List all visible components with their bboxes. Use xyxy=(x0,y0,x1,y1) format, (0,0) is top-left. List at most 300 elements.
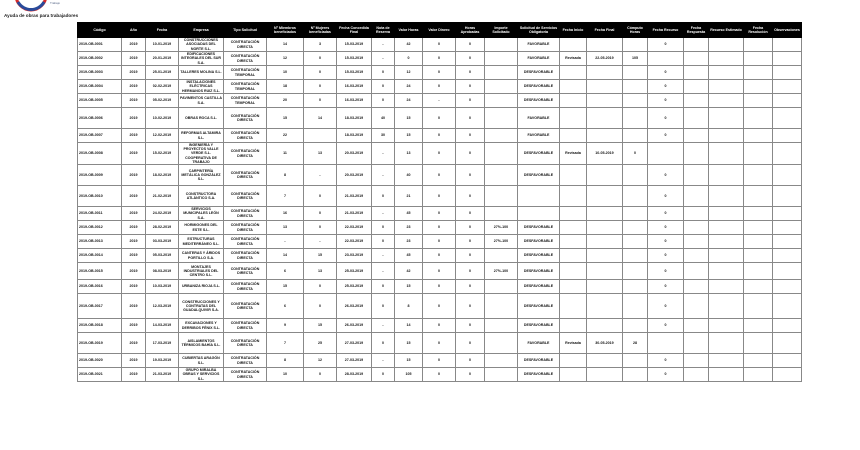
table-cell xyxy=(684,368,709,382)
logo-text: Trabajo xyxy=(50,1,61,5)
table-cell xyxy=(773,319,802,333)
table-cell xyxy=(485,143,518,165)
table-cell: DESFAVORABLE xyxy=(518,143,560,165)
table-cell: 2019-OB-0015 xyxy=(78,263,122,280)
table-cell: 22-03-2019 xyxy=(337,221,372,235)
table-cell: 12 xyxy=(395,66,423,80)
table-cell: DESFAVORABLE xyxy=(518,249,560,263)
table-cell xyxy=(744,94,773,108)
table-cell: 30-05-2019 xyxy=(587,333,623,354)
table-cell: 2019-OB-0013 xyxy=(78,235,122,249)
table-cell: 0 xyxy=(423,129,456,143)
table-cell: 15-02-2019 xyxy=(146,143,179,165)
table-cell: 0 xyxy=(648,129,684,143)
table-cell: CONTRATACIÓN DIRECTA xyxy=(224,280,267,294)
table-cell xyxy=(709,186,744,207)
column-header: Fecha Final xyxy=(587,23,623,38)
table-cell xyxy=(684,207,709,221)
table-cell xyxy=(773,38,802,52)
table-cell: 08-03-2019 xyxy=(146,263,179,280)
table-cell: INGENIERÍA Y PROYECTOS VALLE VERDE S.L. COOPERATIVA DE TRABAJO xyxy=(179,143,224,165)
table-cell: 0 xyxy=(648,235,684,249)
table-cell xyxy=(518,186,560,207)
table-cell: 2019-OB-0019 xyxy=(78,333,122,354)
table-cell: 21 xyxy=(395,186,423,207)
table-cell xyxy=(623,294,648,319)
table-cell xyxy=(744,207,773,221)
table-cell: CONTRATACIÓN DIRECTA xyxy=(224,108,267,129)
table-cell xyxy=(744,354,773,368)
column-header: Fecha xyxy=(146,23,179,38)
table-cell xyxy=(709,221,744,235)
table-cell: 25 xyxy=(304,333,337,354)
table-cell xyxy=(744,165,773,186)
table-row xyxy=(78,143,802,165)
table-cell: FAVORABLE xyxy=(518,38,560,52)
table-cell: 0 xyxy=(648,80,684,94)
table-cell: - xyxy=(372,249,395,263)
table-cell xyxy=(560,368,587,382)
table-cell: 2019-OB-0010 xyxy=(78,186,122,207)
table-cell: CONTRATACIÓN DIRECTA xyxy=(224,235,267,249)
table-cell: 18-02-2019 xyxy=(146,165,179,186)
table-cell xyxy=(684,280,709,294)
table-cell: 0 xyxy=(423,294,456,319)
table-cell xyxy=(485,186,518,207)
table-cell: 2019 xyxy=(122,319,146,333)
table-cell xyxy=(773,280,802,294)
table-cell: CONTRATACIÓN DIRECTA xyxy=(224,354,267,368)
table-cell: 28 xyxy=(623,333,648,354)
table-cell: 2019-OB-0009 xyxy=(78,165,122,186)
table-cell: INSTALACIONES ELÉCTRICAS HERMANOS RUIZ S.L. xyxy=(179,80,224,94)
table-cell xyxy=(773,165,802,186)
table-cell: 27-03-2019 xyxy=(337,354,372,368)
table-cell: 0 xyxy=(423,368,456,382)
table-cell: 0 xyxy=(648,319,684,333)
table-cell xyxy=(304,129,337,143)
table-cell: CONSTRUCCIONES ASOCIADAS DEL NORTE S.L. xyxy=(179,38,224,52)
table-cell: FAVORABLE xyxy=(518,129,560,143)
column-header: Código xyxy=(78,23,122,38)
table-cell: CONTRATACIÓN DIRECTA xyxy=(224,319,267,333)
table-cell xyxy=(709,333,744,354)
table-cell xyxy=(684,249,709,263)
table-cell: 0 xyxy=(372,280,395,294)
table-cell xyxy=(560,263,587,280)
table-cell: 26-03-2019 xyxy=(337,319,372,333)
table-cell: 0 xyxy=(456,52,485,66)
table-cell: 0 xyxy=(423,235,456,249)
table-cell xyxy=(773,80,802,94)
table-cell: DESFAVORABLE xyxy=(518,221,560,235)
table-cell xyxy=(623,319,648,333)
table-cell: 0 xyxy=(423,354,456,368)
table-cell: URBANIZA RIOJA S.L. xyxy=(179,280,224,294)
table-cell xyxy=(560,354,587,368)
table-cell xyxy=(744,294,773,319)
table-cell: 24 xyxy=(395,94,423,108)
table-cell: 21-03-2019 xyxy=(337,186,372,207)
table-cell: 6 xyxy=(267,263,304,280)
table-cell xyxy=(744,280,773,294)
table-cell xyxy=(485,333,518,354)
table-cell xyxy=(485,66,518,80)
table-cell xyxy=(623,263,648,280)
table-cell: 14-03-2019 xyxy=(146,319,179,333)
table-cell: 0 xyxy=(372,368,395,382)
table-cell: CARPINTERÍA METÁLICA GONZÁLEZ S.L. xyxy=(179,165,224,186)
table-cell xyxy=(744,249,773,263)
table-cell: 12-02-2019 xyxy=(146,129,179,143)
table-cell: 0 xyxy=(456,80,485,94)
table-cell: 2019 xyxy=(122,52,146,66)
table-cell: 0 xyxy=(304,294,337,319)
table-cell: 105 xyxy=(395,368,423,382)
table-cell xyxy=(485,280,518,294)
table-cell: - xyxy=(372,143,395,165)
table-cell xyxy=(623,221,648,235)
table-cell: 6 xyxy=(267,294,304,319)
table-cell: 0 xyxy=(648,66,684,80)
table-cell: CONTRATACIÓN DIRECTA xyxy=(224,249,267,263)
table-cell: 0 xyxy=(456,221,485,235)
table-cell: 13 xyxy=(395,143,423,165)
table-cell xyxy=(744,108,773,129)
table-cell: 2019-OB-0003 xyxy=(78,66,122,80)
table-cell: 14 xyxy=(267,38,304,52)
table-cell: 21-03-2019 xyxy=(337,207,372,221)
table-cell xyxy=(684,143,709,165)
table-cell: 0 xyxy=(648,294,684,319)
table-cell: 0 xyxy=(423,165,456,186)
table-cell xyxy=(648,333,684,354)
table-cell: 0 xyxy=(648,368,684,382)
table-cell: 20-01-2019 xyxy=(146,52,179,66)
table-cell: 15 xyxy=(267,108,304,129)
table-cell: 8 xyxy=(267,354,304,368)
table-cell xyxy=(684,108,709,129)
table-cell xyxy=(773,186,802,207)
table-cell: - xyxy=(304,165,337,186)
table-cell: 0 xyxy=(423,263,456,280)
table-cell xyxy=(709,249,744,263)
table-cell xyxy=(560,221,587,235)
column-header: Nota de Reserva xyxy=(372,23,395,38)
table-cell: 0 xyxy=(648,249,684,263)
table-cell xyxy=(744,66,773,80)
table-cell: HORMIGONES DEL ESTE S.L. xyxy=(179,221,224,235)
table-cell: CONTRATACIÓN DIRECTA xyxy=(224,221,267,235)
table-cell: 05-02-2019 xyxy=(146,94,179,108)
table-cell xyxy=(587,186,623,207)
table-cell: 02-02-2019 xyxy=(146,80,179,94)
table-cell xyxy=(587,319,623,333)
table-cell xyxy=(623,249,648,263)
table-cell xyxy=(587,207,623,221)
table-cell xyxy=(684,66,709,80)
table-cell: 2019 xyxy=(122,263,146,280)
table-cell: 21-02-2019 xyxy=(146,186,179,207)
table-cell: 7 xyxy=(267,333,304,354)
table-cell: Revisada xyxy=(560,143,587,165)
table-cell: 0 xyxy=(648,94,684,108)
table-cell xyxy=(560,207,587,221)
table-cell: 15 xyxy=(304,249,337,263)
table-cell: 19-03-2019 xyxy=(146,354,179,368)
table-cell: 21-03-2019 xyxy=(146,368,179,382)
table-cell: 2019-OB-0017 xyxy=(78,294,122,319)
table-cell: 2019 xyxy=(122,294,146,319)
table-cell xyxy=(485,319,518,333)
table-cell: 2019-OB-0004 xyxy=(78,80,122,94)
table-cell: 0 xyxy=(456,165,485,186)
logo-emblem-icon xyxy=(14,0,48,14)
table-cell: 2019-OB-0020 xyxy=(78,354,122,368)
table-cell xyxy=(709,319,744,333)
table-cell: CONTRATACIÓN DIRECTA xyxy=(224,263,267,280)
table-cell: 18-03-2019 xyxy=(337,108,372,129)
table-cell: 05-03-2019 xyxy=(146,249,179,263)
table-cell: 42 xyxy=(395,38,423,52)
table-cell: 2019-OB-0018 xyxy=(78,319,122,333)
table-cell: 20-03-2019 xyxy=(337,165,372,186)
table-cell xyxy=(587,368,623,382)
table-cell: DESFAVORABLE xyxy=(518,66,560,80)
table-cell: 0 xyxy=(456,263,485,280)
table-cell xyxy=(709,94,744,108)
table-cell: 0 xyxy=(456,94,485,108)
table-cell xyxy=(684,294,709,319)
table-cell: 0 xyxy=(456,249,485,263)
table-cell: Revisada xyxy=(560,333,587,354)
table-cell: 0 xyxy=(456,280,485,294)
table-cell: 10-05-2019 xyxy=(587,143,623,165)
table-cell: 0 xyxy=(456,143,485,165)
table-cell: OBRAS ROCA S.L. xyxy=(179,108,224,129)
table-cell: - xyxy=(372,207,395,221)
table-cell: 18 xyxy=(267,80,304,94)
table-cell xyxy=(709,280,744,294)
column-header: Fecha Respuesta xyxy=(684,23,709,38)
table-row xyxy=(78,94,802,108)
table-cell xyxy=(485,354,518,368)
table-cell: 0 xyxy=(423,249,456,263)
table-cell xyxy=(587,94,623,108)
table-cell xyxy=(773,368,802,382)
table-cell xyxy=(744,143,773,165)
table-cell xyxy=(560,108,587,129)
table-cell: 24-02-2019 xyxy=(146,207,179,221)
table-cell: CONTRATACIÓN DIRECTA xyxy=(224,143,267,165)
column-header: Año xyxy=(122,23,146,38)
table-cell: 2019 xyxy=(122,108,146,129)
table-row xyxy=(78,333,802,354)
table-cell: CONTRATACIÓN DIRECTA xyxy=(224,129,267,143)
table-cell: 15 xyxy=(395,354,423,368)
table-cell: 0 xyxy=(372,294,395,319)
table-cell xyxy=(684,319,709,333)
table-cell: GRUPO MIRALBA OBRAS Y SERVICIOS S.L. xyxy=(179,368,224,382)
table-cell: AISLAMIENTOS TÉRMICOS BAHÍA S.L. xyxy=(179,333,224,354)
table-cell: - xyxy=(372,263,395,280)
table-cell: 2019-OB-0002 xyxy=(78,52,122,66)
table-cell: 27%-100 xyxy=(485,221,518,235)
table-cell xyxy=(587,221,623,235)
table-cell: 15 xyxy=(395,129,423,143)
table-cell: 0 xyxy=(423,207,456,221)
table-cell: 0 xyxy=(648,108,684,129)
column-header: Fecha Concedida Final xyxy=(337,23,372,38)
table-cell: 23 xyxy=(395,221,423,235)
table-cell: DESFAVORABLE xyxy=(518,354,560,368)
table-cell: 0 xyxy=(423,280,456,294)
column-header: Horas Aprobadas xyxy=(456,23,485,38)
table-cell xyxy=(709,207,744,221)
table-cell: - xyxy=(372,38,395,52)
table-cell: FAVORABLE xyxy=(518,108,560,129)
table-cell: 0 xyxy=(648,354,684,368)
table-cell xyxy=(709,38,744,52)
table-cell xyxy=(773,294,802,319)
table-cell xyxy=(709,108,744,129)
table-cell: 13 xyxy=(304,143,337,165)
table-cell: SERVICIOS MUNICIPALES LEÓN S.A. xyxy=(179,207,224,221)
table-cell xyxy=(648,52,684,66)
table-cell: 25-03-2019 xyxy=(337,263,372,280)
table-cell: 0 xyxy=(304,221,337,235)
table-row xyxy=(78,129,802,143)
table-cell: 14 xyxy=(395,319,423,333)
table-cell xyxy=(709,66,744,80)
table-cell xyxy=(709,354,744,368)
table-cell xyxy=(684,129,709,143)
table-cell: 0 xyxy=(648,207,684,221)
column-header: Tipo Solicitud xyxy=(224,23,267,38)
table-cell: 2019 xyxy=(122,94,146,108)
table-cell: DESFAVORABLE xyxy=(518,294,560,319)
table-cell xyxy=(684,333,709,354)
table-cell: 0 xyxy=(372,186,395,207)
table-cell xyxy=(684,221,709,235)
table-cell: CONTRATACIÓN TEMPORAL xyxy=(224,80,267,94)
table-cell: 0 xyxy=(456,354,485,368)
table-cell: 2019-OB-0016 xyxy=(78,280,122,294)
table-cell: 40 xyxy=(395,165,423,186)
table-cell: CONTRATACIÓN TEMPORAL xyxy=(224,66,267,80)
table-cell: 2019-OB-0014 xyxy=(78,249,122,263)
table-cell: TALLERES MOLINA S.L. xyxy=(179,66,224,80)
table-cell xyxy=(560,129,587,143)
table-cell: CONTRATACIÓN DIRECTA xyxy=(224,294,267,319)
table-cell: 10 xyxy=(267,368,304,382)
table-cell: 8 xyxy=(267,165,304,186)
table-cell: 2019 xyxy=(122,235,146,249)
table-cell: 25-03-2019 xyxy=(337,280,372,294)
column-header: Cómputo Horas xyxy=(623,23,648,38)
table-cell: - xyxy=(372,165,395,186)
table-cell: 0 xyxy=(423,143,456,165)
table-cell: - xyxy=(267,235,304,249)
table-cell xyxy=(773,143,802,165)
table-cell: CONTRATACIÓN DIRECTA xyxy=(224,52,267,66)
table-cell: 20 xyxy=(267,94,304,108)
table-cell xyxy=(773,235,802,249)
table-cell: 27-03-2019 xyxy=(337,333,372,354)
table-cell: 13 xyxy=(267,221,304,235)
table-cell xyxy=(709,129,744,143)
table-cell: 12-03-2019 xyxy=(146,294,179,319)
table-cell: 0 xyxy=(372,80,395,94)
table-cell: 24 xyxy=(395,80,423,94)
table-cell xyxy=(773,66,802,80)
table-cell xyxy=(560,66,587,80)
table-cell xyxy=(744,52,773,66)
table-cell xyxy=(623,80,648,94)
table-cell: 0 xyxy=(648,280,684,294)
column-header: Valor Dinero xyxy=(423,23,456,38)
table-row xyxy=(78,66,802,80)
table-cell: 10 xyxy=(267,66,304,80)
table-cell xyxy=(560,80,587,94)
table-cell xyxy=(684,94,709,108)
table-cell: 28-03-2019 xyxy=(337,368,372,382)
table-cell xyxy=(485,294,518,319)
table-cell xyxy=(485,94,518,108)
table-cell: 7 xyxy=(267,186,304,207)
table-cell xyxy=(744,368,773,382)
table-cell: 30 xyxy=(372,129,395,143)
column-header: Nº Miembros beneficiados xyxy=(267,23,304,38)
table-cell: REFORMAS ALTAMIRA S.L. xyxy=(179,129,224,143)
table-cell xyxy=(709,80,744,94)
table-cell xyxy=(684,263,709,280)
table-cell xyxy=(709,52,744,66)
table-cell xyxy=(623,94,648,108)
table-cell xyxy=(485,38,518,52)
table-cell: 0 xyxy=(372,221,395,235)
table-cell xyxy=(744,263,773,280)
table-cell: 0 xyxy=(456,368,485,382)
table-cell: DESFAVORABLE xyxy=(518,80,560,94)
table-cell: 2019-OB-0012 xyxy=(78,221,122,235)
table-cell: Revisada xyxy=(560,52,587,66)
table-cell xyxy=(623,108,648,129)
table-cell xyxy=(623,207,648,221)
table-row xyxy=(78,294,802,319)
table-row xyxy=(78,221,802,235)
table-cell: 2019 xyxy=(122,280,146,294)
page-subtitle: Ayuda de obras para trabajadores xyxy=(4,13,79,18)
table-cell: 0 xyxy=(423,38,456,52)
table-cell: 0 xyxy=(648,221,684,235)
table-cell xyxy=(709,263,744,280)
table-cell xyxy=(744,235,773,249)
column-header: Empresa xyxy=(179,23,224,38)
table-cell xyxy=(587,249,623,263)
table-cell xyxy=(773,333,802,354)
table-cell: 0 xyxy=(423,80,456,94)
table-row xyxy=(78,263,802,280)
table-cell xyxy=(773,94,802,108)
table-cell xyxy=(709,294,744,319)
table-cell: CONSTRUCCIONES Y CONTRATAS DEL GUADALQUIVIR S.A. xyxy=(179,294,224,319)
table-cell: EDIFICACIONES INTEGRALES DEL SUR S.A. xyxy=(179,52,224,66)
table-cell: 0 xyxy=(372,333,395,354)
table-cell xyxy=(587,263,623,280)
table-cell xyxy=(773,129,802,143)
table-cell: 14 xyxy=(267,249,304,263)
